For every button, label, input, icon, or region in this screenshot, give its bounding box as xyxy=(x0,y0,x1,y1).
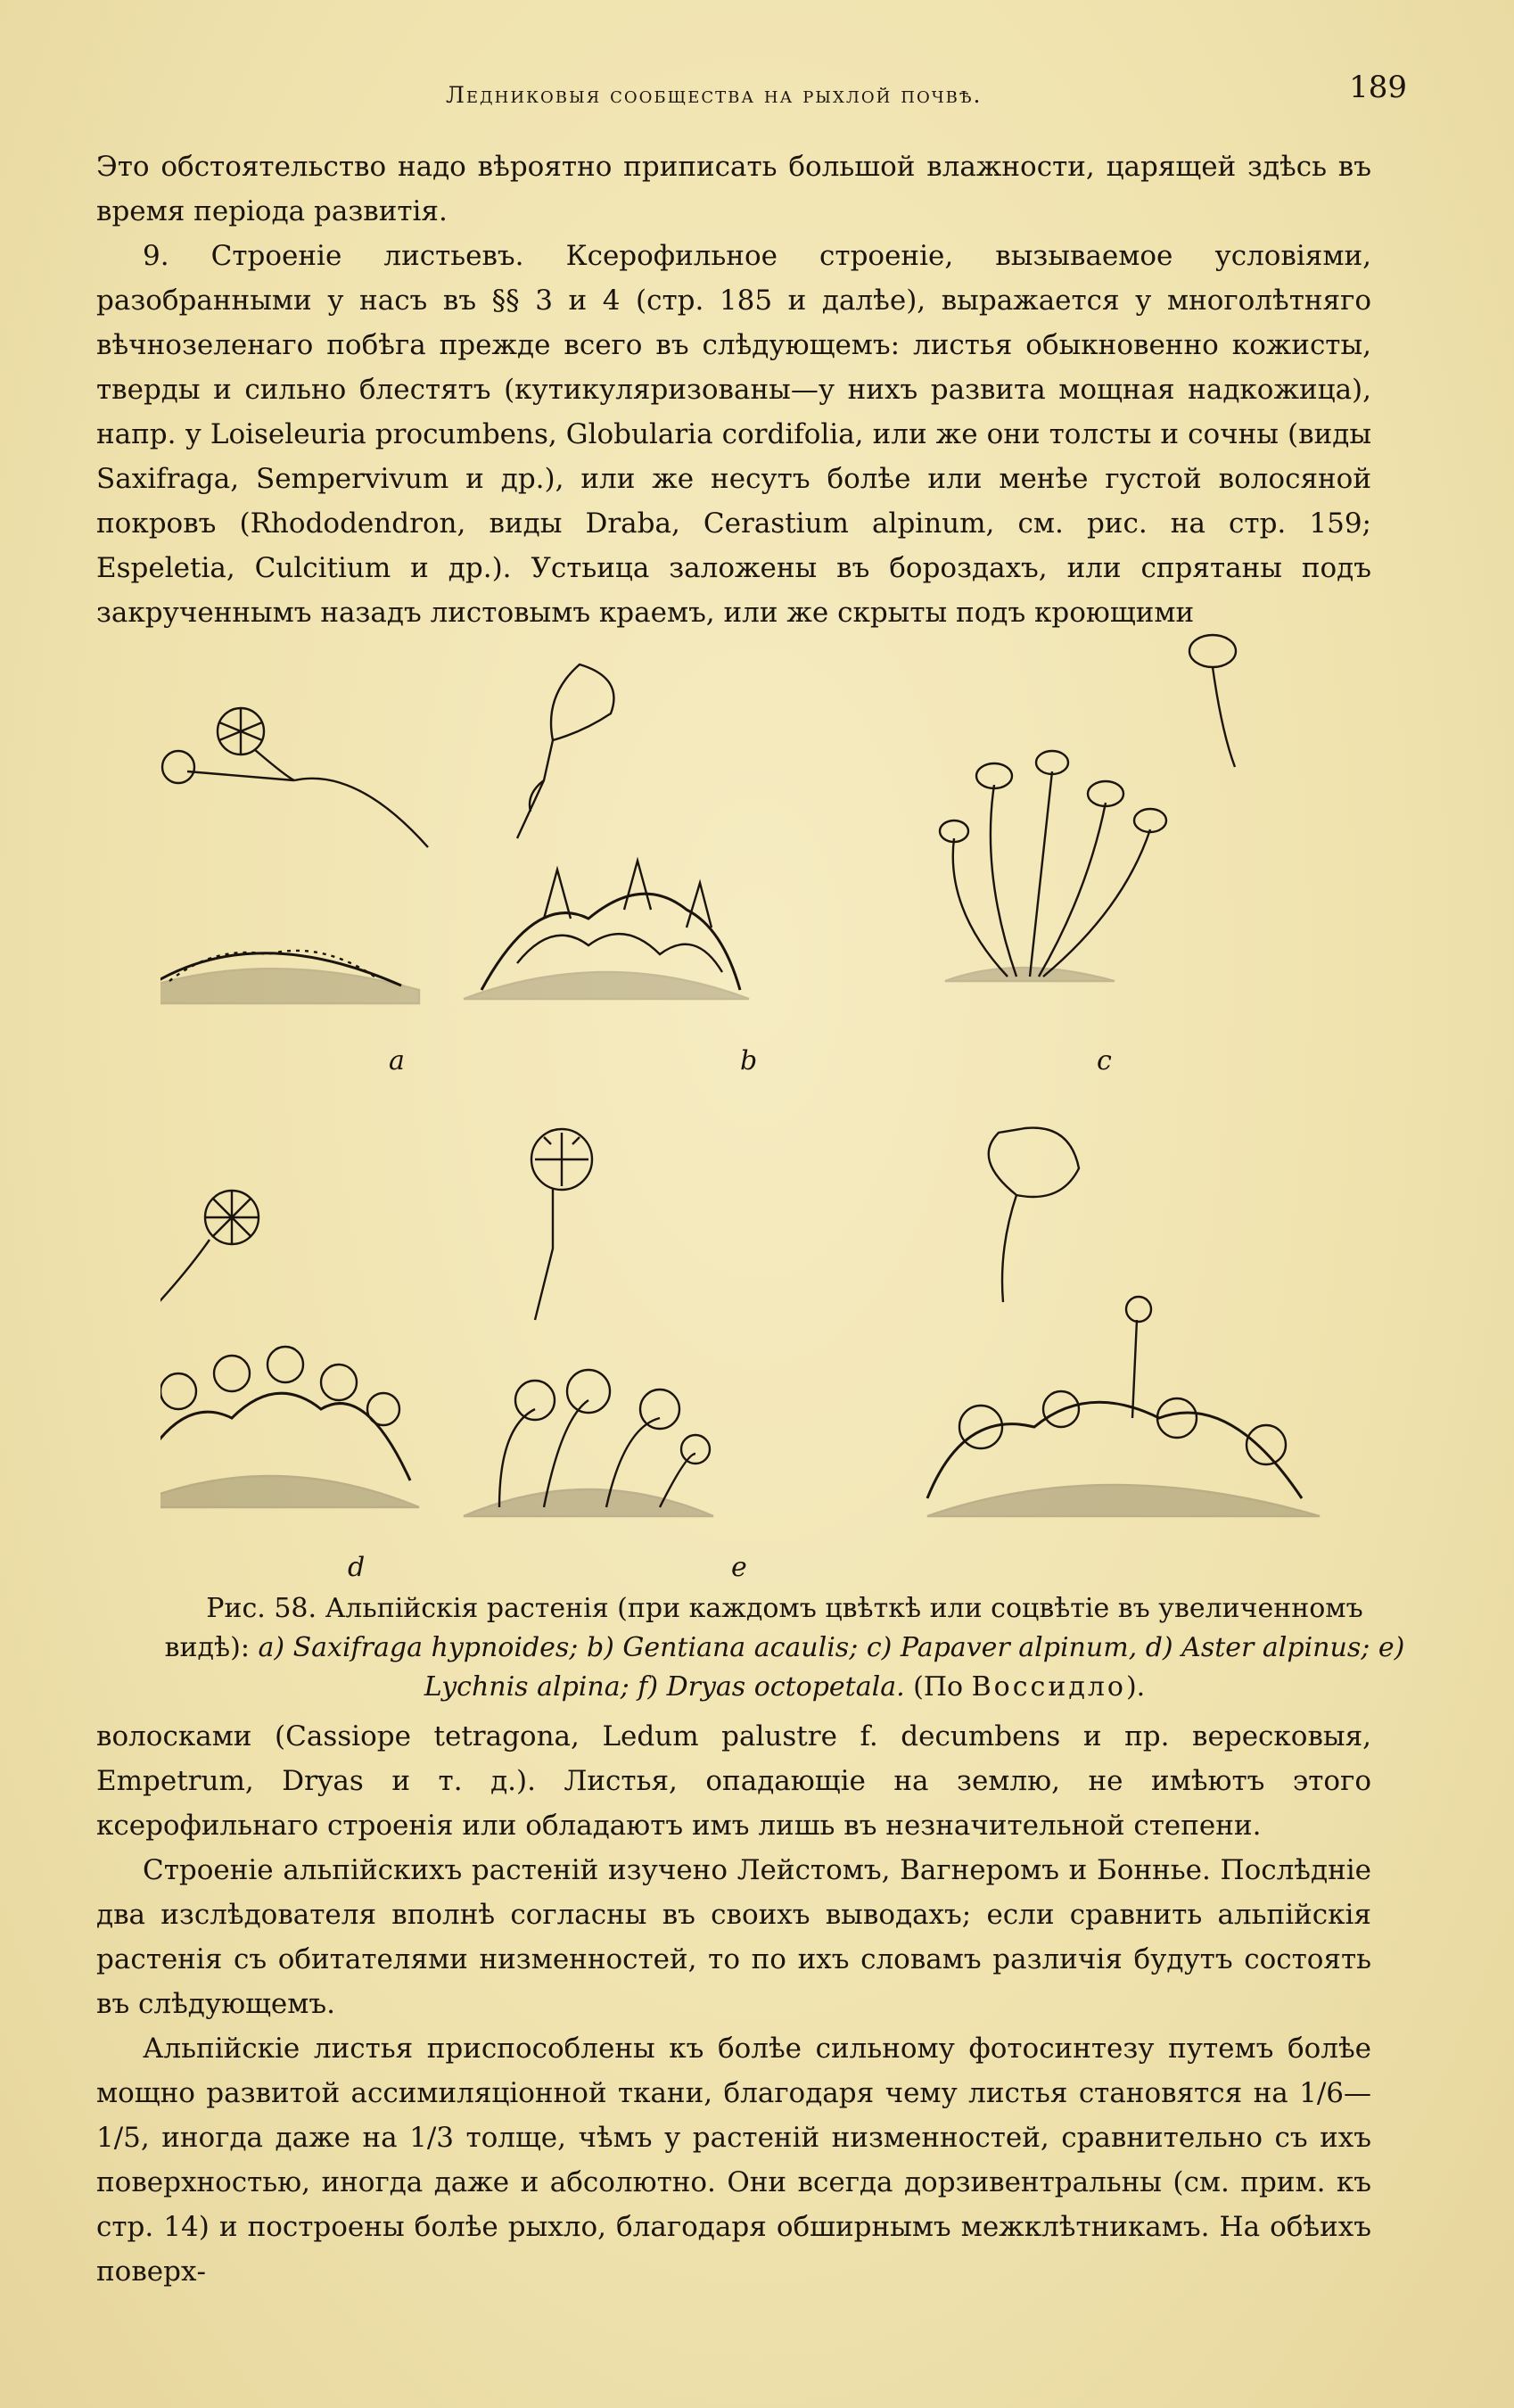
paragraph-4: Строеніе альпійскихъ растеній изучено Лейстомъ, Вагнеромъ и Боннье. Послѣдніе два изслѣдователя вполнѣ согласны въ своихъ выводахъ; если сравнить альпійскія растенія съ обитателями низменностей, то по ихъ словамъ различія будутъ состоять въ слѣдующемъ. xyxy=(96,1854,1371,2020)
figure-58-illustration xyxy=(160,624,1409,1587)
plant-a-saxifraga xyxy=(160,708,428,1003)
plant-c-papaver xyxy=(940,635,1236,981)
panel-label-a: a xyxy=(389,1045,405,1076)
plant-d-aster xyxy=(160,1191,419,1507)
panel-label-d: d xyxy=(348,1552,366,1583)
plant-e-lychnis xyxy=(464,1129,713,1516)
caption-lead: Рис. 58. Альпійскія растенія (при каждомъ цвѣткѣ или соцвѣтіе въ увеличенномъ видѣ): xyxy=(164,1593,1363,1663)
running-title: Ледниковыя сообщества на рыхлой почвѣ. xyxy=(446,82,983,108)
caption-credit-name: Воссидло xyxy=(971,1671,1126,1703)
caption-credit-suffix: ). xyxy=(1125,1671,1146,1703)
paragraph-2: 9. Строеніе листьевъ. Ксерофильное строеніе, вызываемое условіями, разобранными у насъ въ §§ 3 и 4 (стр. 185 и далѣе), выражается у многолѣтняго вѣчнозеленаго побѣга прежде всего въ слѣдующемъ: листья обыкновенно кожисты, тверды и сильно блестятъ (кутикуляризованы—у нихъ развита мощная надкожица), напр. у Loiseleuria procumbens, Globularia cordifolia, или же они толсты и сочны (виды Saxifraga, Sempervivum и др.), или же несутъ болѣе или менѣе густой волосяной покровъ (Rhododendron, виды Draba, Cerastium alpinum, см. рис. на стр. 159; Espeletia, Culcitium и др.). Устьица заложены въ бороздахъ, или спрятаны подъ закрученнымъ назадъ листовымъ краемъ, или же скрыты подъ кроющими xyxy=(96,240,1371,629)
bottom-text xyxy=(96,1714,1371,2294)
panel-label-c: c xyxy=(1097,1045,1112,1076)
caption-species: a) Saxifraga hypnoides; b) Gentiana acaulis; c) Papaver alpinum, d) Aster alpinus; e) Lychnis alpina; f) Dryas octopetala. xyxy=(258,1632,1405,1703)
paragraph-3: волосками (Cassiope tetragona, Ledum palustre f. decumbens и пр. вересковыя, Empetrum, Dryas и т. д.). Листья, опадающіе на землю, не имѣютъ этого ксерофильнаго строенія или обладаютъ имъ лишь въ незначительной степени. xyxy=(96,1720,1371,1842)
panel-label-b: b xyxy=(740,1045,758,1076)
figure-caption xyxy=(160,1589,1409,1707)
paragraph-5: Альпійскіе листья приспособлены къ болѣе сильному фотосинтезу путемъ болѣе мощно развитой ассимиляціонной ткани, благодаря чему листья становятся на 1/6—1/5, иногда даже на 1/3 толще, чѣмъ у растеній низменностей, сравнительно съ ихъ поверхностью, иногда даже и абсолютно. Они всегда дорзивентральны (см. прим. къ стр. 14) и построены болѣе рыхло, благодаря обширнымъ межклѣтникамъ. На обѣихъ поверх- xyxy=(96,2033,1371,2288)
panel-label-e: e xyxy=(731,1552,747,1583)
top-text xyxy=(96,144,1371,635)
caption-credit-prefix: (По xyxy=(904,1671,972,1703)
page-header xyxy=(107,70,1407,123)
plant-f-dryas xyxy=(927,1128,1320,1516)
plant-b-gentiana xyxy=(464,664,749,999)
figure-58 xyxy=(160,624,1409,1587)
paragraph-1: Это обстоятельство надо вѣроятно приписать большой влажности, царящей здѣсь въ время періода развитія. xyxy=(96,151,1371,227)
page-number: 189 xyxy=(1349,70,1407,105)
